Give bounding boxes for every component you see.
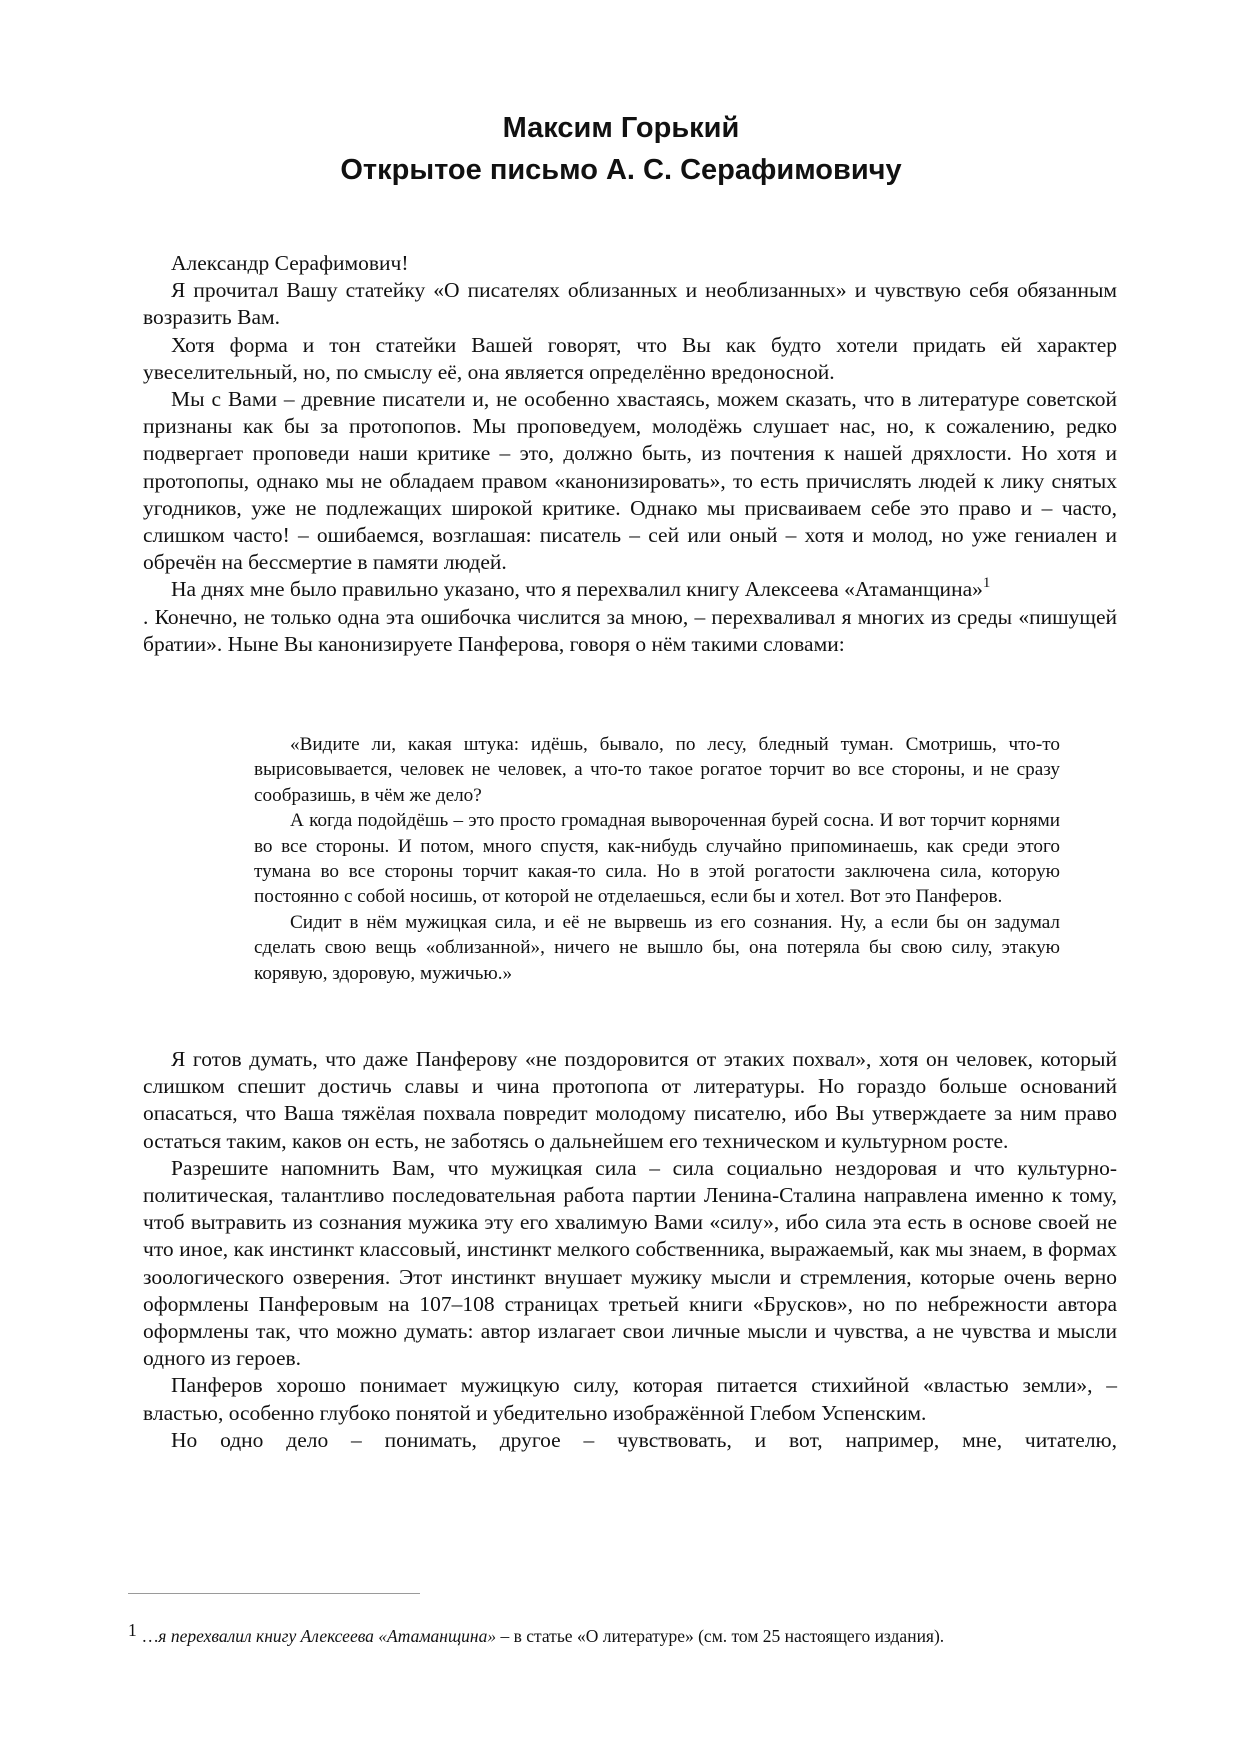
body-paragraph: Но одно дело – понимать, другое – чувствовать, и вот, например, мне, читателю, [171, 1427, 1117, 1452]
body-paragraph-continuation: . Конечно, не только одна эта ошибочка числится за мною, – перехваливал я многих из среды «пишущей братии». Ныне Вы канонизируете Панферова, говоря о нём такими словами: [143, 604, 1117, 656]
paragraph-text: На днях мне было правильно указано, что я перехвалил книгу Алексеева «Атаманщина» [171, 577, 983, 602]
salutation-paragraph: Александр Серафимович! [171, 251, 409, 275]
body-paragraph: Я прочитал Вашу статейку «О писателях облизанных и необлизанных» и чувствую себя обязанным возразить Вам. [143, 278, 1117, 330]
letter-body-part-2 [143, 1046, 1117, 1454]
footnote-italic-text: …я перехвалил книгу Алексеева «Атаманщина» [142, 1626, 497, 1646]
footnote-separator [128, 1593, 420, 1594]
body-paragraph: Хотя форма и тон статейки Вашей говорят, что Вы как будто хотели придать ей характер увеселительный, но, по смыслу её, она является определённо вредоносной. [143, 332, 1117, 384]
body-paragraph: Панферов хорошо понимает мужицкую силу, которая питается стихийной «властью земли», – властью, особенно глубоко понятой и убедительно изображённой Глебом Успенским. [143, 1373, 1117, 1425]
footnote [128, 1618, 1128, 1648]
body-paragraph: Я готов думать, что даже Панферову «не поздоровится от этаких похвал», хотя он человек, который слишком спешит достичь славы и чина протопопа от литературы. Но гораздо больше оснований опасаться, что Ваша тяжёлая похвала повредит молодому писателю, ибо Вы утверждаете за ним право остаться таким, каков он есть, не заботясь о дальнейшем его техническом и культурном росте. [143, 1047, 1117, 1153]
quote-paragraph: А когда подойдёшь – это просто громадная вывороченная бурей сосна. И вот торчит корнями во все стороны. И потом, много спустя, как-нибудь случайно припоминаешь, как среди этого тумана во все стороны торчит какая-то сила. Но в этой рогатости заключена сила, которую постоянно с собой носишь, от которой не отделаешься, если бы и хотел. Вот это Панферов. [254, 810, 1060, 908]
quote-paragraph: Сидит в нём мужицкая сила, и её не вырвешь из его сознания. Ну, а если бы он задумал сделать свою вещь «облизанной», ничего не вышло бы, она потеряла бы свою силу, этакую корявую, здоровую, мужичью.» [254, 911, 1060, 984]
letter-body-part-1 [143, 250, 1117, 658]
footnote-text: – в статье «О литературе» (см. том 25 настоящего издания). [496, 1626, 945, 1646]
body-paragraph-with-footnote [143, 576, 1117, 603]
footnote-reference[interactable]: 1 [982, 575, 991, 592]
letter-title-heading: Открытое письмо А. С. Серафимовичу [340, 154, 902, 186]
body-paragraph: Разрешите напомнить Вам, что мужицкая сила – сила социально нездоровая и что культурно-политическая, талантливо последовательная работа партии Ленина-Сталина направлена именно к тому, чтоб вытравить из сознания мужика эту его хвалимую Вами «силу», ибо сила эта есть в основе своей не что иное, как инстинкт классовый, инстинкт мелкого собственника, выражаемый, как мы знаем, в формах зоологического озверения. Этот инстинкт внушает мужику мысли и стремления, которые очень верно оформлены Панферовым на 107–108 страницах третьей книги «Брусков», но по небрежности автора оформлены так, что можно думать: автор излагает свои личные мысли и чувства, а не чувства и мысли одного из героев. [143, 1155, 1117, 1371]
author-heading: Максим Горький [502, 112, 740, 144]
body-paragraph: Мы с Вами – древние писатели и, не особенно хвастаясь, можем сказать, что в литературе советской признаны как бы за протопопов. Мы проповедуем, молодёжь слушает нас, но, к сожалению, редко подвергает проповеди наши критике – это, должно быть, из почтения к нашей дряхлости. Но хотя и протопопы, однако мы не обладаем правом «канонизировать», то есть причислять людей к лику снятых угодников, уже не подлежащих широкой критике. Однако мы присваиваем себе это право и – часто, слишком часто! – ошибаемся, возглашая: писатель – сей или оный – хотя и молод, но уже гениален и обречён на бессмертие в памяти людей. [143, 387, 1117, 575]
footnote-number: 1 [128, 1620, 137, 1640]
quote-paragraph: «Видите ли, какая штука: идёшь, бывало, по лесу, бледный туман. Смотришь, что-то вырисовывается, человек не человек, а что-то такое рогатое торчит во все стороны, и не сразу сообразишь, в чём же дело? [254, 734, 1060, 806]
block-quote [254, 732, 1060, 986]
